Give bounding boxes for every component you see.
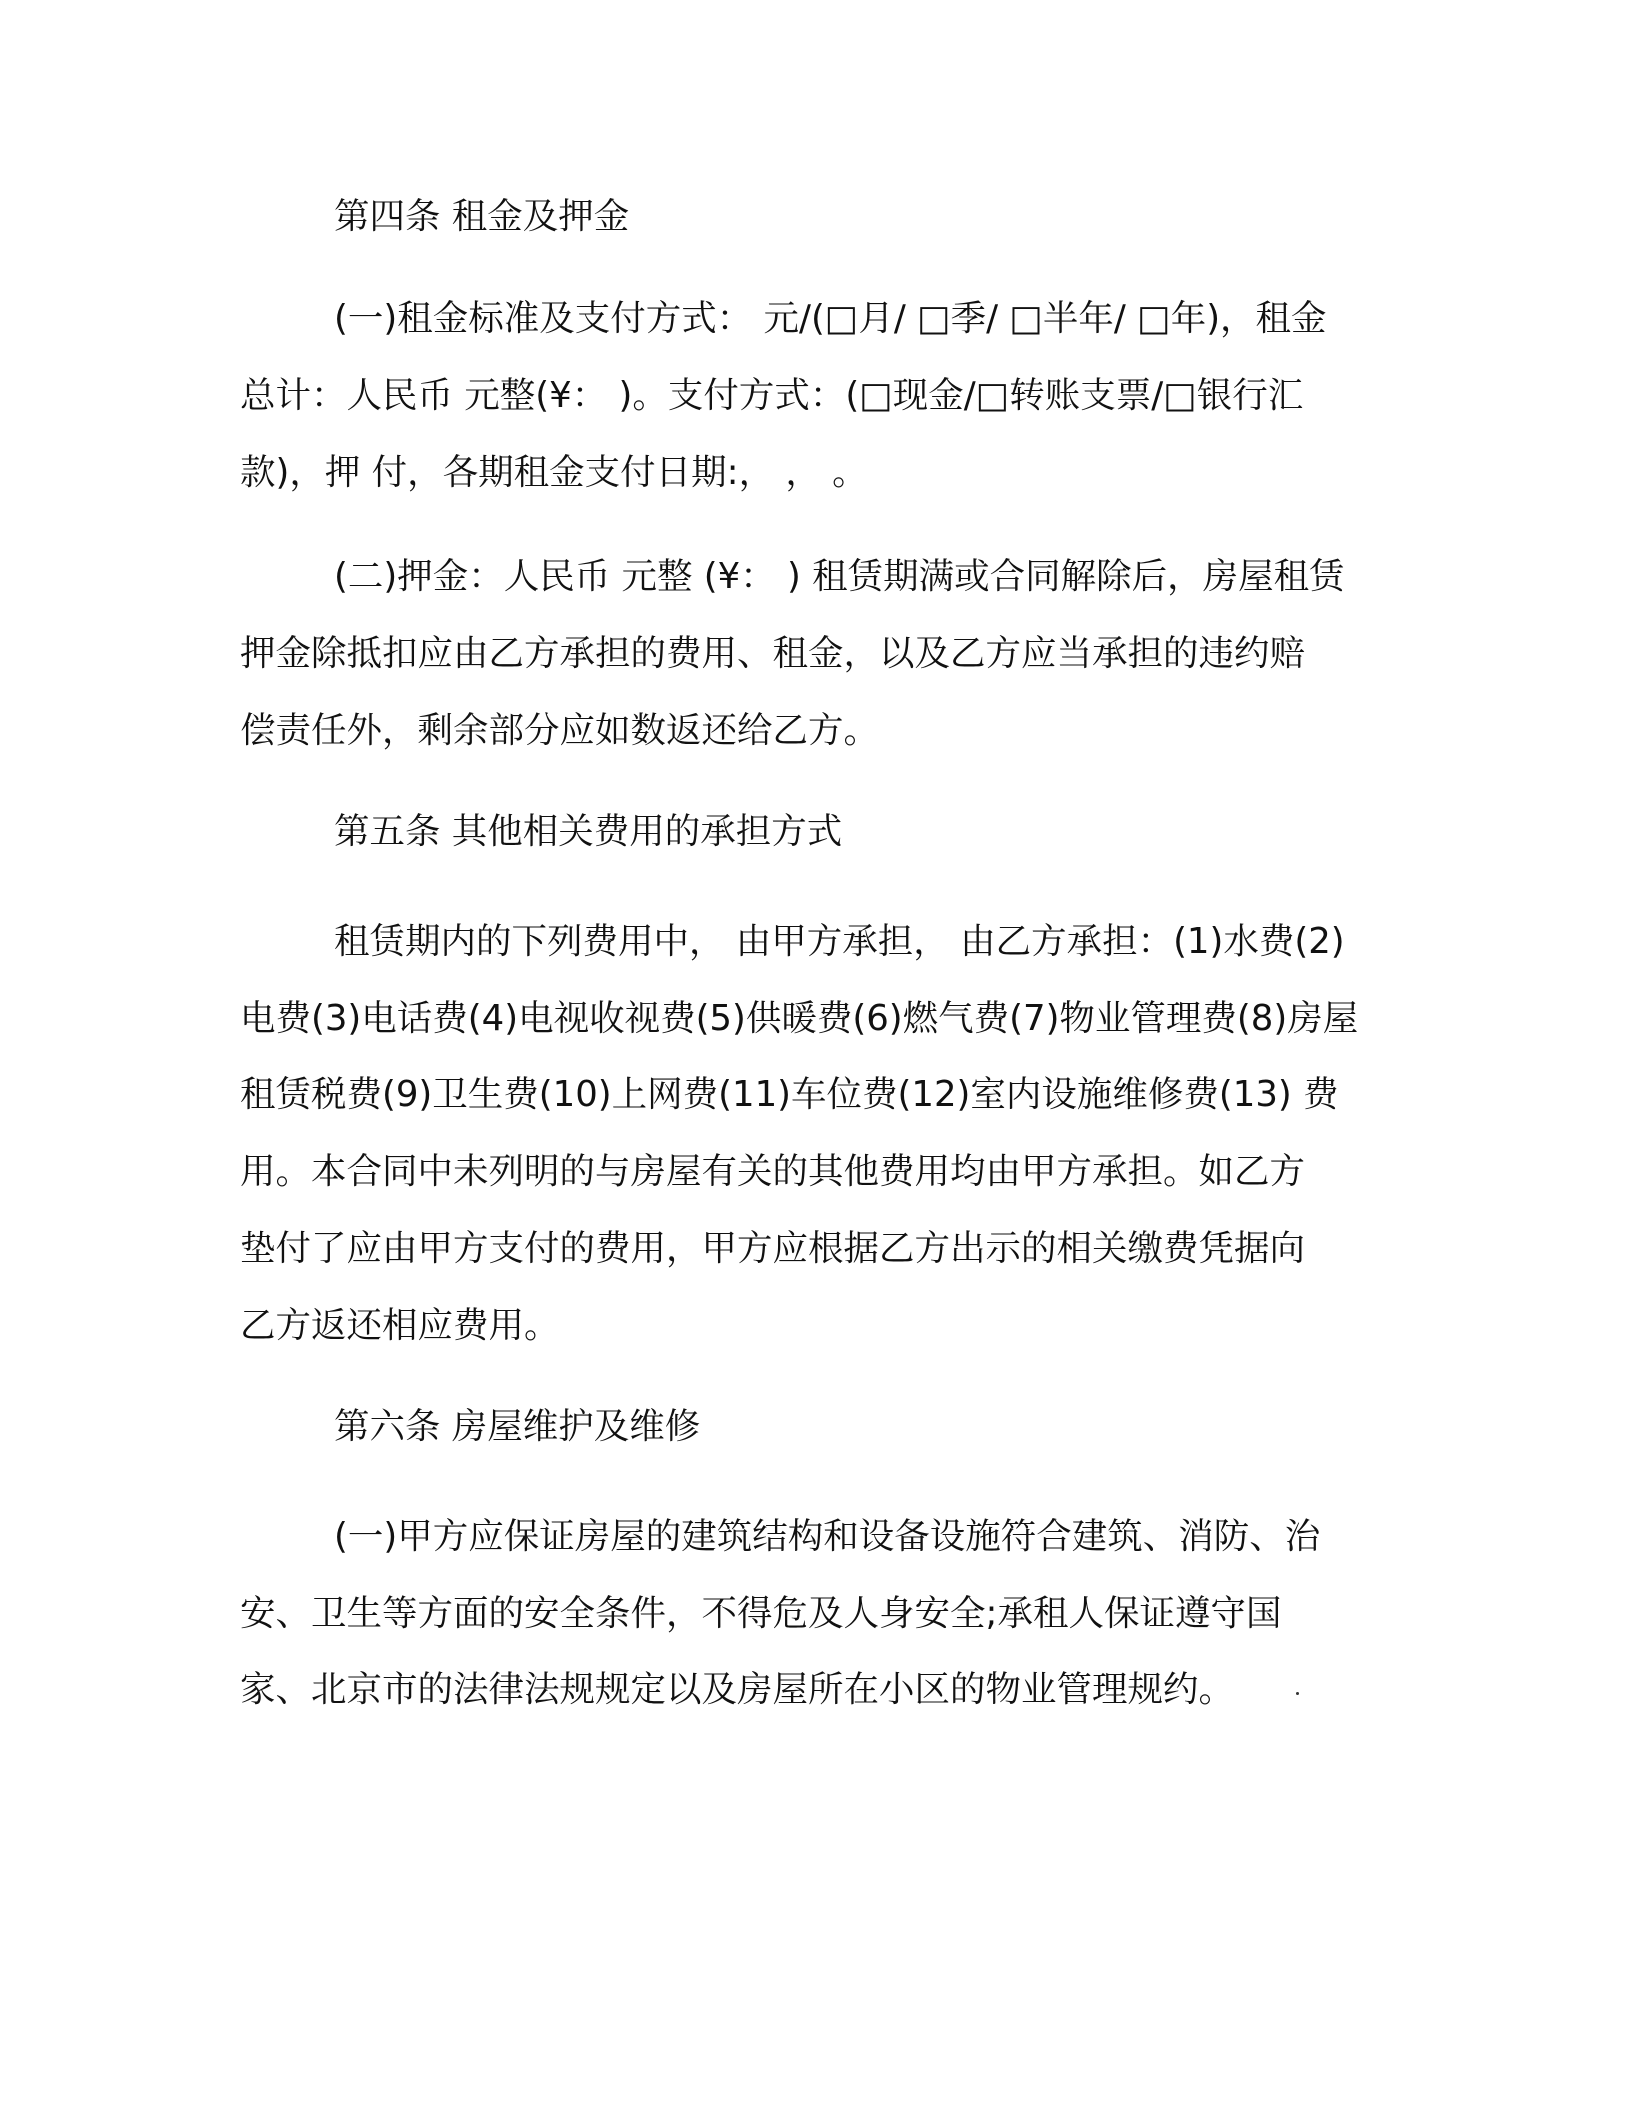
article-5-para-1-line-2: 电费(3)电话费(4)电视收视费(5)供暖费(6)燃气费(7)物业管理费(8)房屋	[240, 998, 1359, 1039]
article-6-para-1-line-2: 安、卫生等方面的安全条件，不得危及人身安全;承租人保证遵守国	[240, 1593, 1282, 1634]
article-4-para-1-line-2: 总计：人民币 元整(¥： )。支付方式：(□现金/□转账支票/□银行汇	[240, 375, 1304, 416]
article-4-para-2-line-2: 押金除抵扣应由乙方承担的费用、租金，以及乙方应当承担的违约赔	[240, 633, 1306, 674]
article-5-para-1-line-3: 租赁税费(9)卫生费(10)上网费(11)车位费(12)室内设施维修费(13) 费	[240, 1074, 1339, 1115]
article-5-para-1-line-6: 乙方返还相应费用。	[240, 1305, 560, 1346]
article-4-para-2-line-1: (二)押金：人民币 元整 (¥： ) 租赁期满或合同解除后，房屋租赁	[334, 556, 1345, 597]
article-5-para-1-line-1: 租赁期内的下列费用中， 由甲方承担， 由乙方承担：(1)水费(2)	[334, 921, 1345, 962]
article-4-para-1-line-3: 款)，押 付，各期租金支付日期:， ， 。	[240, 452, 868, 493]
article-4-title: 第四条 租金及押金	[334, 196, 630, 237]
article-5-para-1-line-4: 用。本合同中未列明的与房屋有关的其他费用均由甲方承担。如乙方	[240, 1151, 1306, 1192]
article-6-para-1-line-3: 家、北京市的法律法规规定以及房屋所在小区的物业管理规约。	[240, 1669, 1235, 1710]
article-4-para-2-line-3: 偿责任外，剩余部分应如数返还给乙方。	[240, 710, 880, 751]
stray-dot-mark	[1296, 1692, 1299, 1695]
article-6-title: 第六条 房屋维护及维修	[334, 1406, 701, 1447]
article-5-para-1-line-5: 垫付了应由甲方支付的费用，甲方应根据乙方出示的相关缴费凭据向	[240, 1228, 1306, 1269]
article-6-para-1-line-1: (一)甲方应保证房屋的建筑结构和设备设施符合建筑、消防、治	[334, 1516, 1321, 1557]
article-4-para-1-line-1: (一)租金标准及支付方式： 元/(□月/ □季/ □半年/ □年)，租金	[334, 298, 1327, 339]
article-5-title: 第五条 其他相关费用的承担方式	[334, 811, 843, 852]
